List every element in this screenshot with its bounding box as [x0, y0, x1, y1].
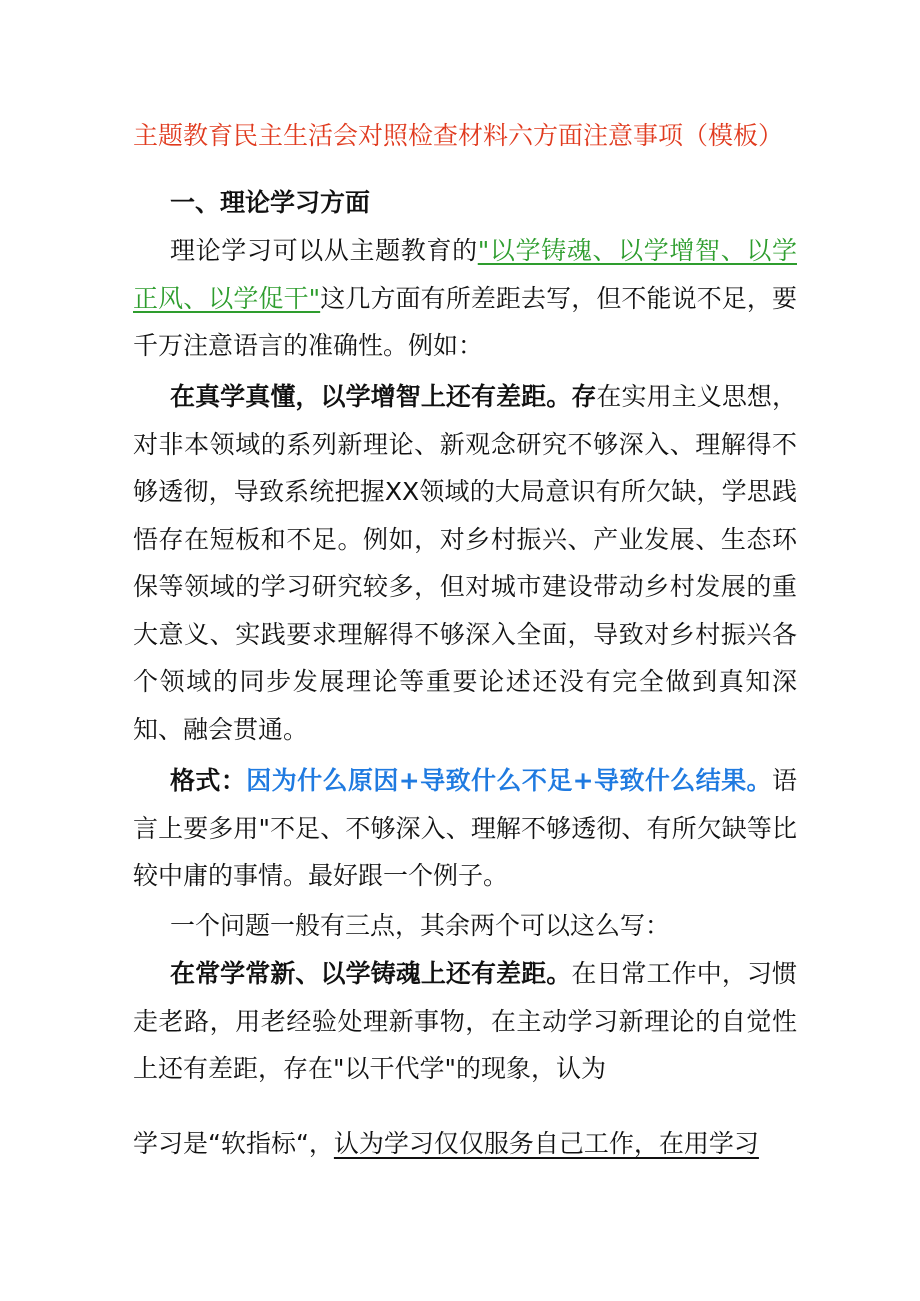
paragraph-theory-study	[133, 227, 797, 370]
paragraph-example-1	[133, 373, 797, 753]
example-heading-bold: 在真学真懂，以学增智上还有差距。存	[170, 382, 597, 411]
continued-lead: 学习是“软指标“，	[133, 1129, 334, 1158]
continued-underlined: 认为学习仅仅服务自己工作，在用学习	[333, 1129, 759, 1158]
format-body: 语言上要多用"不足、不够深入、理解不够透彻、有所欠缺等比较中庸的事情。最好跟一个例子。	[133, 766, 797, 890]
paragraph-lead: 理论学习可以从主题教育的	[170, 236, 478, 265]
paragraph-format	[133, 757, 797, 900]
paragraph-example-2	[133, 950, 797, 1093]
paragraph-three-points: 一个问题一般有三点，其余两个可以这么写：	[170, 911, 671, 940]
section-heading: 一、理论学习方面	[170, 188, 371, 217]
example-2-body: 在日常工作中，习惯走老路，用老经验处理新事物，在主动学习新理论的自觉性上还有差距，存在"以干代学"的现象，认为	[133, 959, 797, 1083]
format-label: 格式：	[170, 766, 247, 795]
example-body: 在实用主义思想，对非本领域的系列新理论、新观念研究不够深入、理解得不够透彻，导致系统把握XX领域的大局意识有所欠缺，学思践悟存在短板和不足。例如，对乡村振兴、产业发展、生态环保等领域的学习研究较多，但对城市建设带动乡村发展的重大意义、实践要求理解得不够深入全面，导致对乡村振兴各个领域的同步发展理论等重要论述还没有完全做到真知深知、融会贯通。	[133, 382, 797, 744]
format-formula: 因为什么原因+导致什么不足+导致什么结果。	[246, 766, 772, 795]
paragraph-tail: 这几方面有所差距去写，但不能说不足，要千万注意语言的准确性。例如：	[133, 283, 797, 360]
paragraph-continued	[133, 1120, 797, 1168]
document-title: 主题教育民主生活会对照检查材料六方面注意事项（模板）	[133, 121, 784, 150]
example-2-heading-bold: 在常学常新、以学铸魂上还有差距。	[170, 959, 572, 988]
slogan-quote-link[interactable]: "以学铸魂、以学增智、以学正风、以学促干"	[133, 236, 797, 313]
